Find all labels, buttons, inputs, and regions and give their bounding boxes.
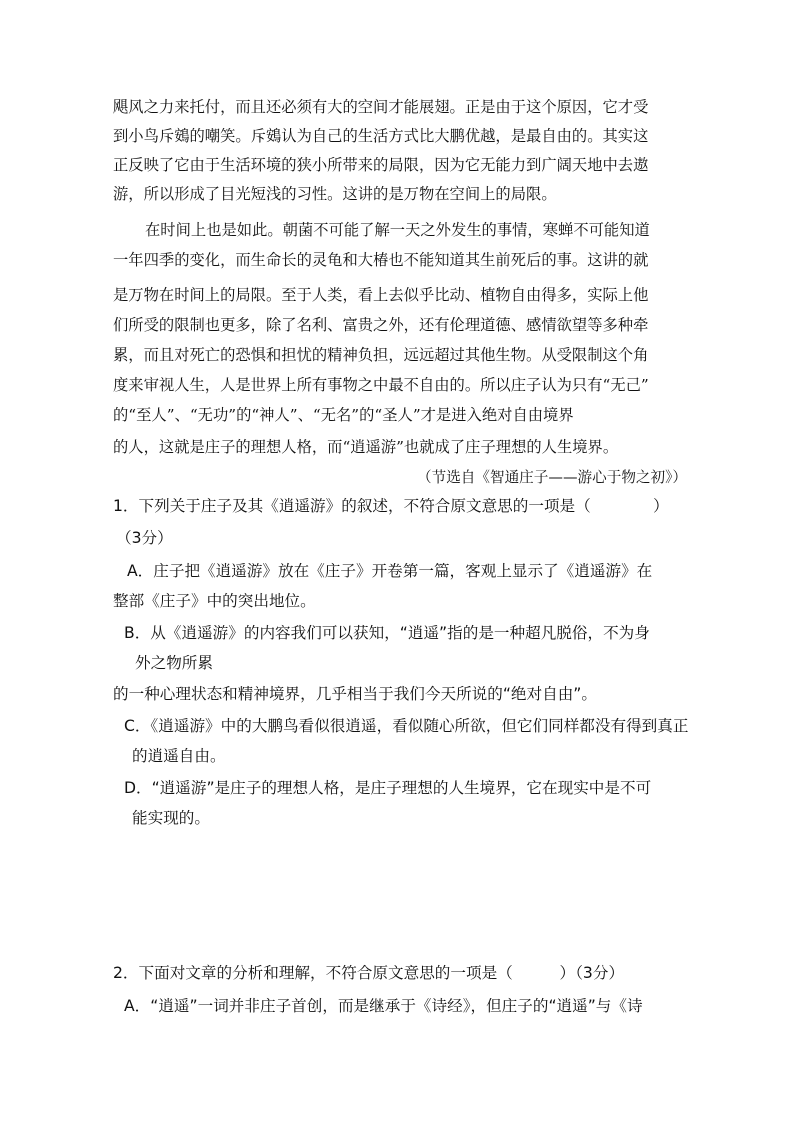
question1-option-c: C．《逍遥游》中的大鹏鸟看似很逍遥，看似随心所欲，但它们同样都没有得到真正 bbox=[124, 717, 689, 735]
question1-stem: 1．下列关于庄子及其《逍遥游》的叙述，不符合原文意思的一项是（ ） bbox=[113, 497, 669, 515]
question1-option-b-cont2: 的一种心理状态和精神境界，几乎相当于我们今天所说的“绝对自由”。 bbox=[113, 685, 597, 703]
passage-line: 是万物在时间上的局限。至于人类，看上去似乎比动、植物自由得多，实际上他 bbox=[113, 286, 649, 304]
question1-score: （3分） bbox=[116, 529, 173, 547]
passage-line: 在时间上也是如此。朝菌不可能了解一天之外发生的事情，寒蝉不可能知道 bbox=[145, 221, 650, 239]
passage-line: 一年四季的变化，而生命长的灵龟和大椿也不能知道其生前死后的事。这讲的就 bbox=[113, 251, 649, 269]
passage-line: 游，所以形成了目光短浅的习性。这讲的是万物在空间上的局限。 bbox=[113, 185, 557, 203]
passage-line: 到小鸟斥鴳的嘲笑。斥鴳认为自己的生活方式比大鹏优越，是最自由的。其实这 bbox=[113, 127, 649, 145]
passage-source: （节选自《智通庄子——游心于物之初》） bbox=[417, 469, 687, 486]
passage-line: 度来审视人生，人是世界上所有事物之中最不自由的。所以庄子认为只有“无己” bbox=[113, 376, 649, 394]
question2-stem: 2．下面对文章的分析和理解，不符合原文意思的一项是（ ）（3分） bbox=[113, 964, 625, 982]
question2-option-a: A．“逍遥”一词并非庄子首创，而是继承于《诗经》，但庄子的“逍遥”与《诗 bbox=[124, 997, 643, 1015]
passage-line: 累，而且对死亡的恐惧和担忧的精神负担，远远超过其他生物。从受限制这个角 bbox=[113, 346, 649, 364]
passage-line: 正反映了它由于生活环境的狭小所带来的局限，因为它无能力到广阔天地中去遨 bbox=[113, 156, 649, 174]
passage-line: 的“至人”、“无功”的“神人”、“无名”的“圣人”才是进入绝对自由境界 bbox=[113, 406, 574, 424]
passage-line: 飓风之力来托付，而且还必须有大的空间才能展翅。正是由于这个原因，它才受 bbox=[113, 98, 649, 116]
question1-option-a: A．庄子把《逍遥游》放在《庄子》开卷第一篇，客观上显示了《逍遥游》在 bbox=[127, 562, 653, 580]
question1-option-a-cont: 整部《庄子》中的突出地位。 bbox=[113, 592, 316, 610]
passage-line: 的人，这就是庄子的理想人格，而“逍遥游”也就成了庄子理想的人生境界。 bbox=[113, 438, 619, 456]
question1-option-b-cont: 外之物所累 bbox=[135, 654, 213, 672]
passage-line: 们所受的限制也更多，除了名利、富贵之外，还有伦理道德、感情欲望等多种牵 bbox=[113, 316, 649, 334]
question1-option-b: B．从《逍遥游》的内容我们可以获知，“逍遥”指的是一种超凡脱俗，不为身 bbox=[124, 624, 650, 642]
question1-option-c-cont: 的逍遥自由。 bbox=[132, 747, 226, 765]
question1-option-d-cont: 能实现的。 bbox=[132, 809, 210, 827]
question1-option-d: D．“逍遥游”是庄子的理想人格，是庄子理想的人生境界，它在现实中是不可 bbox=[124, 779, 652, 797]
